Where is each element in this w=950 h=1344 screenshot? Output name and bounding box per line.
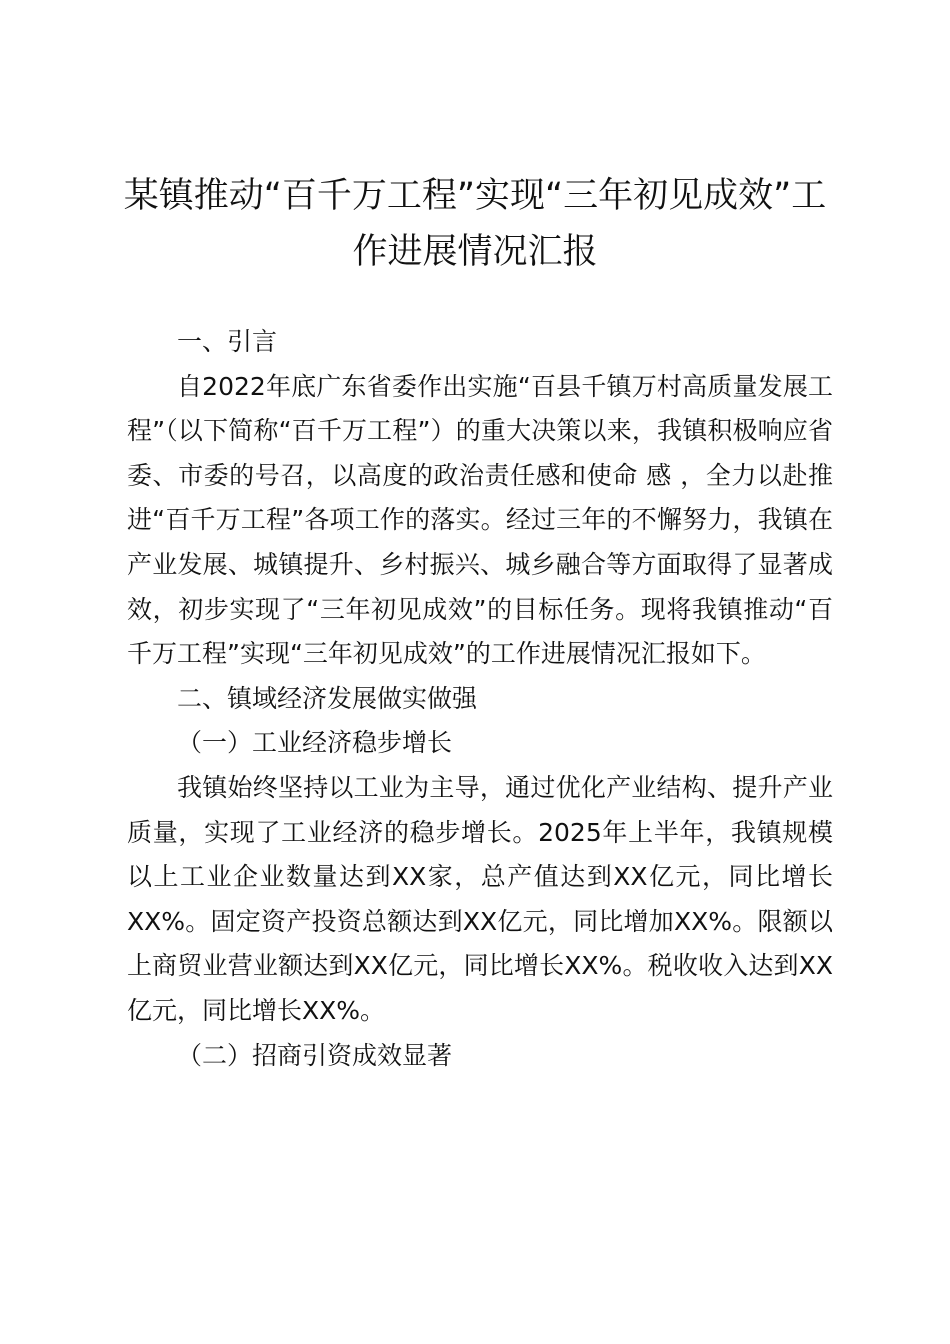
section-heading-introduction: 一、引言 [177, 327, 278, 356]
document-body [127, 320, 833, 1078]
intro-paragraph: 自2022年底广东省委作出实施“百县千镇万村高质量发展工程”（以下简称“百千万工程”）的重大决策以来，我镇积极响应省委、市委的号召，以高度的政治责任感和使命 感 ，全力以赴推进“百千万工程”各项工作的落实。经过三年的不懈努力，我镇在产业发展、城镇提升、乡村振兴、城乡融合等方面取得了显著成效，初步实现了“三年初见成效”的目标任务。现将我镇推动“百千万工程”实现“三年初见成效”的工作进展情况汇报如下。 [127, 371, 833, 669]
document-title: 某镇推动“百千万工程”实现“三年初见成效”工作进展情况汇报 [123, 176, 827, 272]
industry-paragraph: 我镇始终坚持以工业为主导，通过优化产业结构、提升产业质量，实现了工业经济的稳步增长。2025年上半年，我镇规模以上工业企业数量达到XX家，总产值达到XX亿元，同比增长XX%。固定资产投资总额达到XX亿元，同比增加XX%。限额以上商贸业营业额达到XX亿元，同比增长XX%。税收收入达到XX亿元，同比增长XX%。 [127, 772, 833, 1025]
section-heading-economy: 二、镇域经济发展做实做强 [177, 683, 478, 713]
subsection-heading-investment: （二）招商引资成效显著 [177, 1040, 453, 1070]
subsection-heading-industry: （一）工业经济稳步增长 [177, 728, 453, 758]
